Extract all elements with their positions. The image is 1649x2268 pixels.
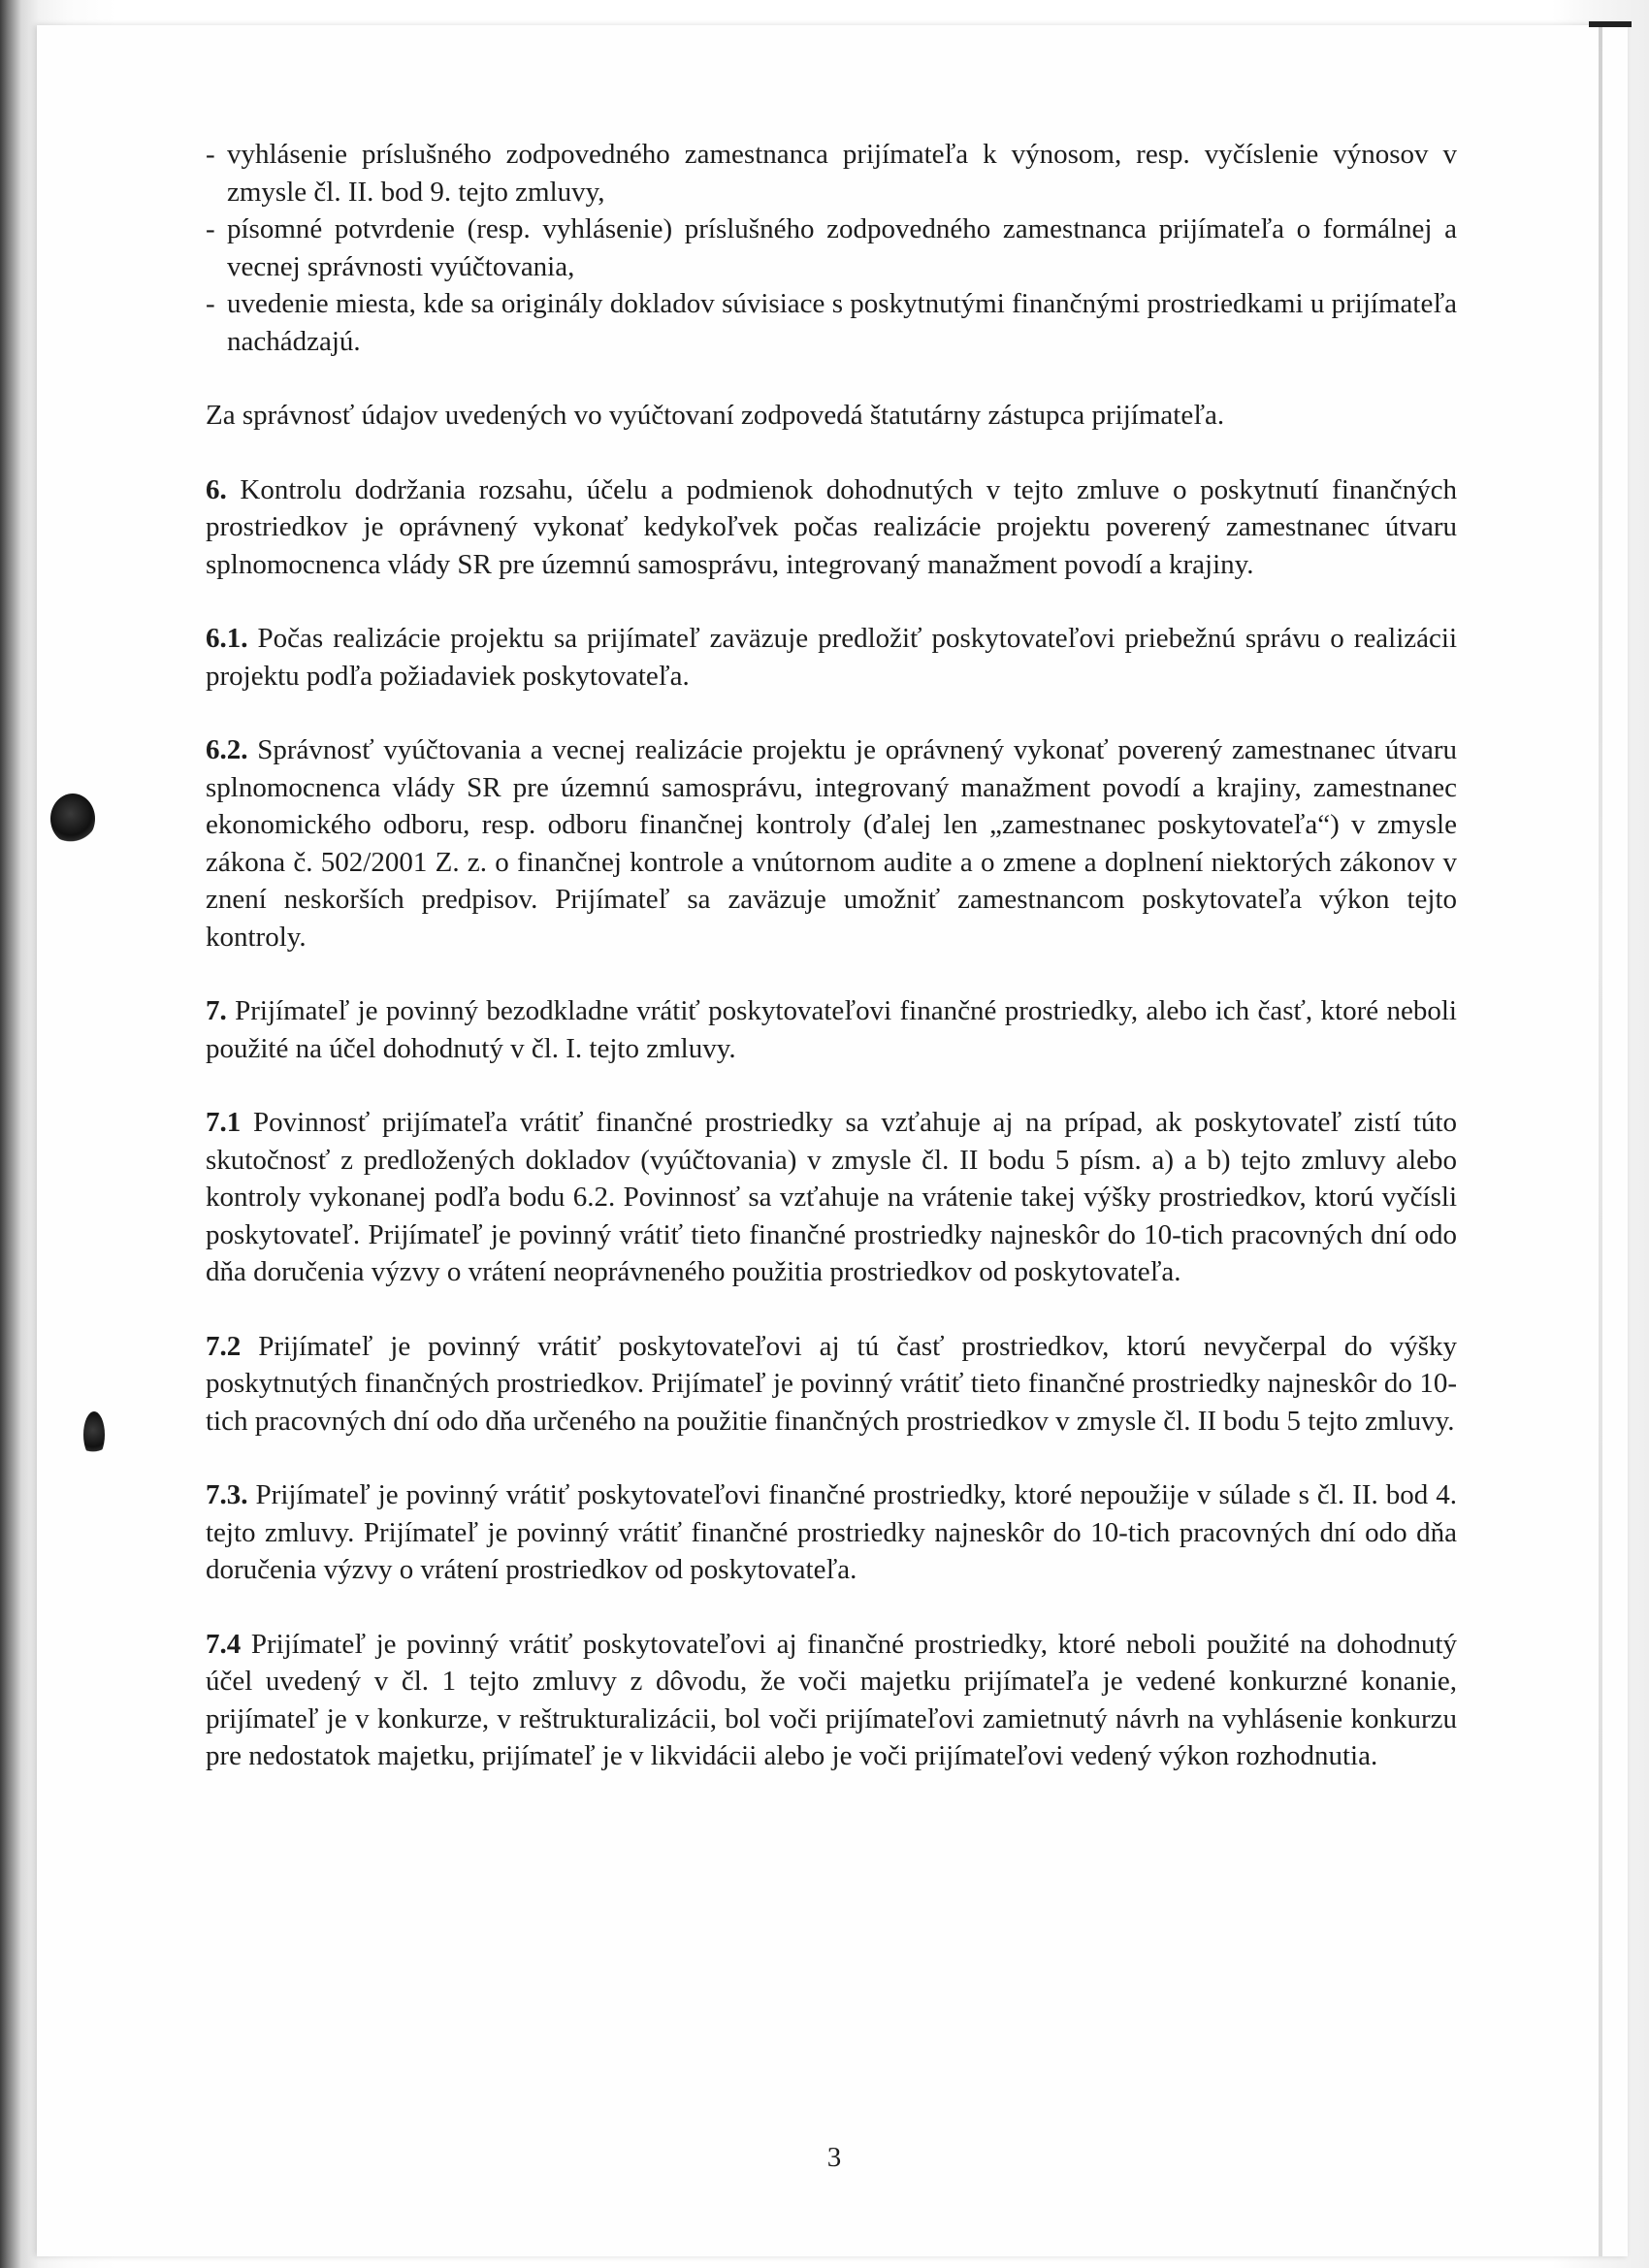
responsibility-statement: Za správnosť údajov uvedených vo vyúčtovaní zodpovedá štatutárny zástupca prijímateľa. [206, 400, 1225, 431]
bullet-text: písomné potvrdenie (resp. vyhlásenie) príslušného zodpovedného zamestnanca prijímateľa o formálnej a vecnej správnosti vyúčtovania, [227, 213, 1457, 282]
section-text: Počas realizácie projektu sa prijímateľ zaväzuje predložiť poskytovateľovi priebežnú správu o realizácii projektu podľa požiadaviek poskytovateľa. [206, 623, 1458, 692]
section-text: Prijímateľ je povinný vrátiť poskytovateľovi aj tú časť prostriedkov, ktorú nevyčerpal do výšky poskytnutých finančných prostriedkov. Prijímateľ je povinný vrátiť tieto finančné prostriedky najneskôr do 10-tich pracovných dní odo dňa určeného na použitie finančných prostriedkov v zmysle čl. II bodu 5 tejto zmluvy. [206, 1330, 1457, 1437]
punch-hole-bottom [83, 1411, 105, 1458]
section-number: 7.2 [206, 1330, 242, 1362]
document-body [206, 136, 1457, 1775]
section-number: 7.1 [206, 1107, 242, 1138]
scan-top-mark [1589, 21, 1632, 27]
section-text: Prijímateľ je povinný vrátiť poskytovateľovi aj finančné prostriedky, ktoré neboli použité na dohodnutý účel uvedený v čl. 1 tejto zmluvy z dôvodu, že voči majetku prijímateľa je vedené konkurzné konanie, prijímateľ je v konkurze, v reštrukturalizácii, bol voči prijímateľovi zamietnutý návrh na vyhlásenie konkurzu pre nedostatok majetku, prijímateľ je v likvidácii alebo je voči prijímateľovi vedený výkon rozhodnutia. [206, 1628, 1457, 1771]
section-7-1 [206, 1104, 1457, 1291]
bullet-item [206, 136, 1457, 211]
bullet-item [206, 285, 1457, 360]
section-7-2 [206, 1328, 1457, 1441]
bullet-dash: - [206, 213, 215, 244]
section-text: Kontrolu dodržania rozsahu, účelu a podmienok dohodnutých v tejto zmluve o poskytnutí finančných prostriedkov je oprávnený vykonať kedykoľvek počas realizácie projektu poverený zamestnanec útvaru splnomocnenca vlády SR pre územnú samosprávu, integrovaný manažment povodí a krajiny. [206, 473, 1457, 580]
section-6 [206, 471, 1457, 584]
bullet-item [206, 211, 1457, 285]
page-right-edge [1599, 25, 1602, 2256]
section-text: Povinnosť prijímateľa vrátiť finančné prostriedky sa vzťahuje aj na prípad, ak poskytovateľ zistí túto skutočnosť z predložených dokladov (vyúčtovania) v zmysle čl. II bodu 5 písm. a) a b) tejto zmluvy alebo kontroly vykonanej podľa bodu 6.2. Povinnosť sa vzťahuje na vrátenie takej výšky prostriedkov, ktorú vyčísli poskytovateľ. Prijímateľ je povinný vrátiť tieto finančné prostriedky najneskôr do 10-tich pracovných dní odo dňa doručenia výzvy o vrátení neoprávneného použitia prostriedkov od poskytovateľa. [206, 1107, 1458, 1287]
section-7-4 [206, 1626, 1457, 1775]
section-number: 7.3. [206, 1479, 248, 1510]
section-7 [206, 992, 1457, 1067]
section-number: 6.1. [206, 623, 248, 654]
bullet-dash: - [206, 139, 215, 170]
section-text: Prijímateľ je povinný bezodkladne vrátiť poskytovateľovi finančné prostriedky, alebo ich časť, ktoré neboli použité na účel dohodnutý v čl. I. tejto zmluvy. [206, 995, 1457, 1064]
bullet-dash: - [206, 288, 215, 319]
section-7-3 [206, 1476, 1457, 1589]
bullet-text: uvedenie miesta, kde sa originály dokladov súvisiace s poskytnutými finančnými prostriedkami u prijímateľa nachádzajú. [227, 288, 1457, 357]
section-text: Správnosť vyúčtovania a vecnej realizácie projektu je oprávnený vykonať poverený zamestnanec útvaru splnomocnenca vlády SR pre územnú samosprávu, integrovaný manažment povodí a krajiny, zamestnanec ekonomického odboru, resp. odboru finančnej kontroly (ďalej len „zamestnanec poskytovateľa“) v zmysle zákona č. 502/2001 Z. z. o finančnej kontrole a vnútornom audite a o zmene a doplnení niektorých zákonov v znení neskorších predpisov. Prijímateľ sa zaväzuje umožniť zamestnancom poskytovateľa výkon tejto kontroly. [206, 734, 1457, 953]
bullet-text: vyhlásenie príslušného zodpovedného zamestnanca prijímateľa k výnosom, resp. vyčíslenie výnosov v zmysle čl. II. bod 9. tejto zmluvy, [227, 139, 1457, 208]
section-number: 6. [206, 473, 227, 505]
punch-hole-top [50, 794, 95, 844]
section-number: 7. [206, 995, 227, 1026]
page-number: 3 [826, 2142, 842, 2173]
section-number: 6.2. [206, 734, 248, 765]
section-text: Prijímateľ je povinný vrátiť poskytovateľovi finančné prostriedky, ktoré nepoužije v súlade s čl. II. bod 4. tejto zmluvy. Prijímateľ je povinný vrátiť finančné prostriedky najneskôr do 10-tich pracovných dní odo dňa doručenia výzvy o vrátení prostriedkov od poskytovateľa. [206, 1479, 1457, 1585]
section-number: 7.4 [206, 1628, 242, 1660]
section-6-2 [206, 731, 1457, 956]
section-6-1 [206, 620, 1457, 695]
